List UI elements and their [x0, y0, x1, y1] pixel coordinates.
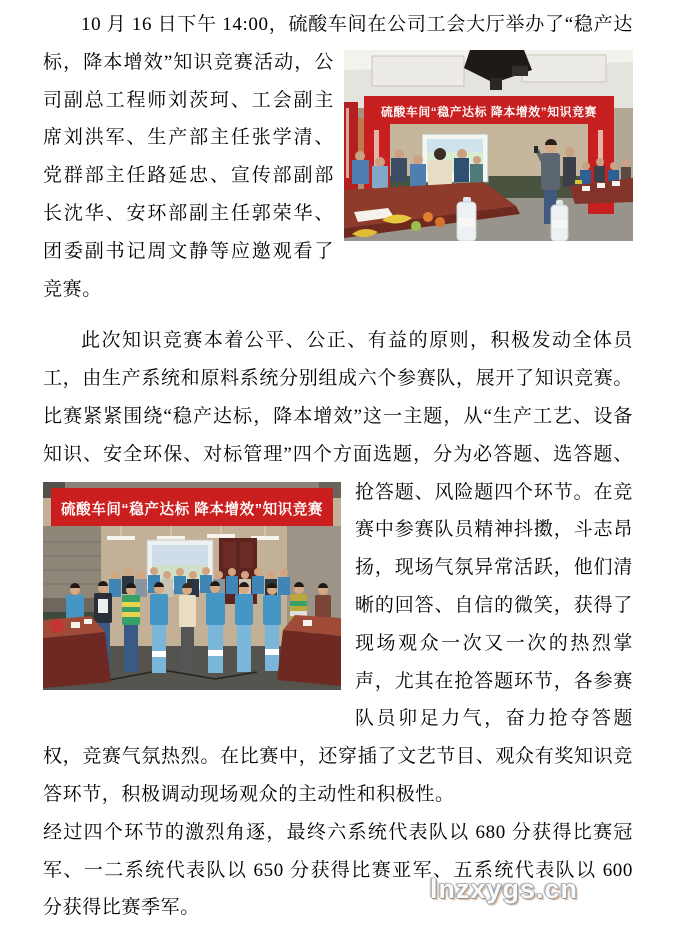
paragraph-1-rest: 降本增效”知识竞赛活动，公司副总工程师刘茨珂、工会副主席刘洪军、生产部主任张学清、党群部主任路延忠、宣传部副部长沈华、安环部副主任郭荣华、团委副书记周文静等应邀观看了竞赛。 — [43, 51, 334, 300]
photo-competition-hall — [344, 50, 633, 241]
paragraph-2-rest: 节。在竞赛中参赛队员精神抖擞，斗志昂扬，现场气氛异常活跃，他们清晰的回答、自信的微笑，获得了现场观众一次又一次的热烈掌声，尤其在抢答题环节，各参赛队员卯足力气，奋力抢夺答题权，竞赛气氛热烈。在比赛中，还穿插了文艺节目、观众有奖知识竞答环节，积极调动现场观众的主动性和积极性。 — [43, 481, 633, 805]
paragraph-2 — [43, 322, 633, 813]
banner — [51, 488, 333, 526]
paragraph-1-lead: 10 月 16 日下午 14:00，硫酸车间在公司工会大厅举办了“稳产达标， — [43, 14, 633, 73]
worker-figure — [206, 581, 225, 673]
competition-hall-image — [344, 50, 633, 241]
worker-figure — [122, 583, 140, 672]
group-banner-text: 硫酸车间“稳产达标 降本增效”知识竞赛 — [61, 500, 332, 518]
hall-banner-text: 硫酸车间“稳产达标 降本增效”知识竞赛 — [381, 104, 600, 119]
paragraph-3: 经过四个环节的激烈角逐，最终六系统代表队以 680 分获得比赛冠军、一二系统代表队以 650 分获得比赛亚军、五系统代表队以 600 分获得比赛季军。 — [43, 821, 633, 919]
worker-figure — [235, 582, 253, 672]
watermark-text: lnzxygs.cn — [430, 874, 579, 904]
worker-figure — [150, 582, 168, 673]
worker-figure — [179, 583, 196, 672]
group-photo-image — [43, 482, 341, 690]
worker-figure — [263, 583, 281, 671]
paragraph-1 — [43, 6, 633, 308]
paragraph-2-lead: 此次知识竞赛本着公平、公正、有益的原则，积极发动全体员工，由生产系统和原料系统分别组成六个参赛队，展开了知识竞赛。比赛紧紧围绕“稳产达标，降本增效”这一主题，从“生产工艺、设备知识、安全环保、对标管理”四个方面选题，分为必答题、选答题、抢答题、风险题四个环 — [43, 330, 633, 503]
photo-group — [43, 482, 341, 690]
